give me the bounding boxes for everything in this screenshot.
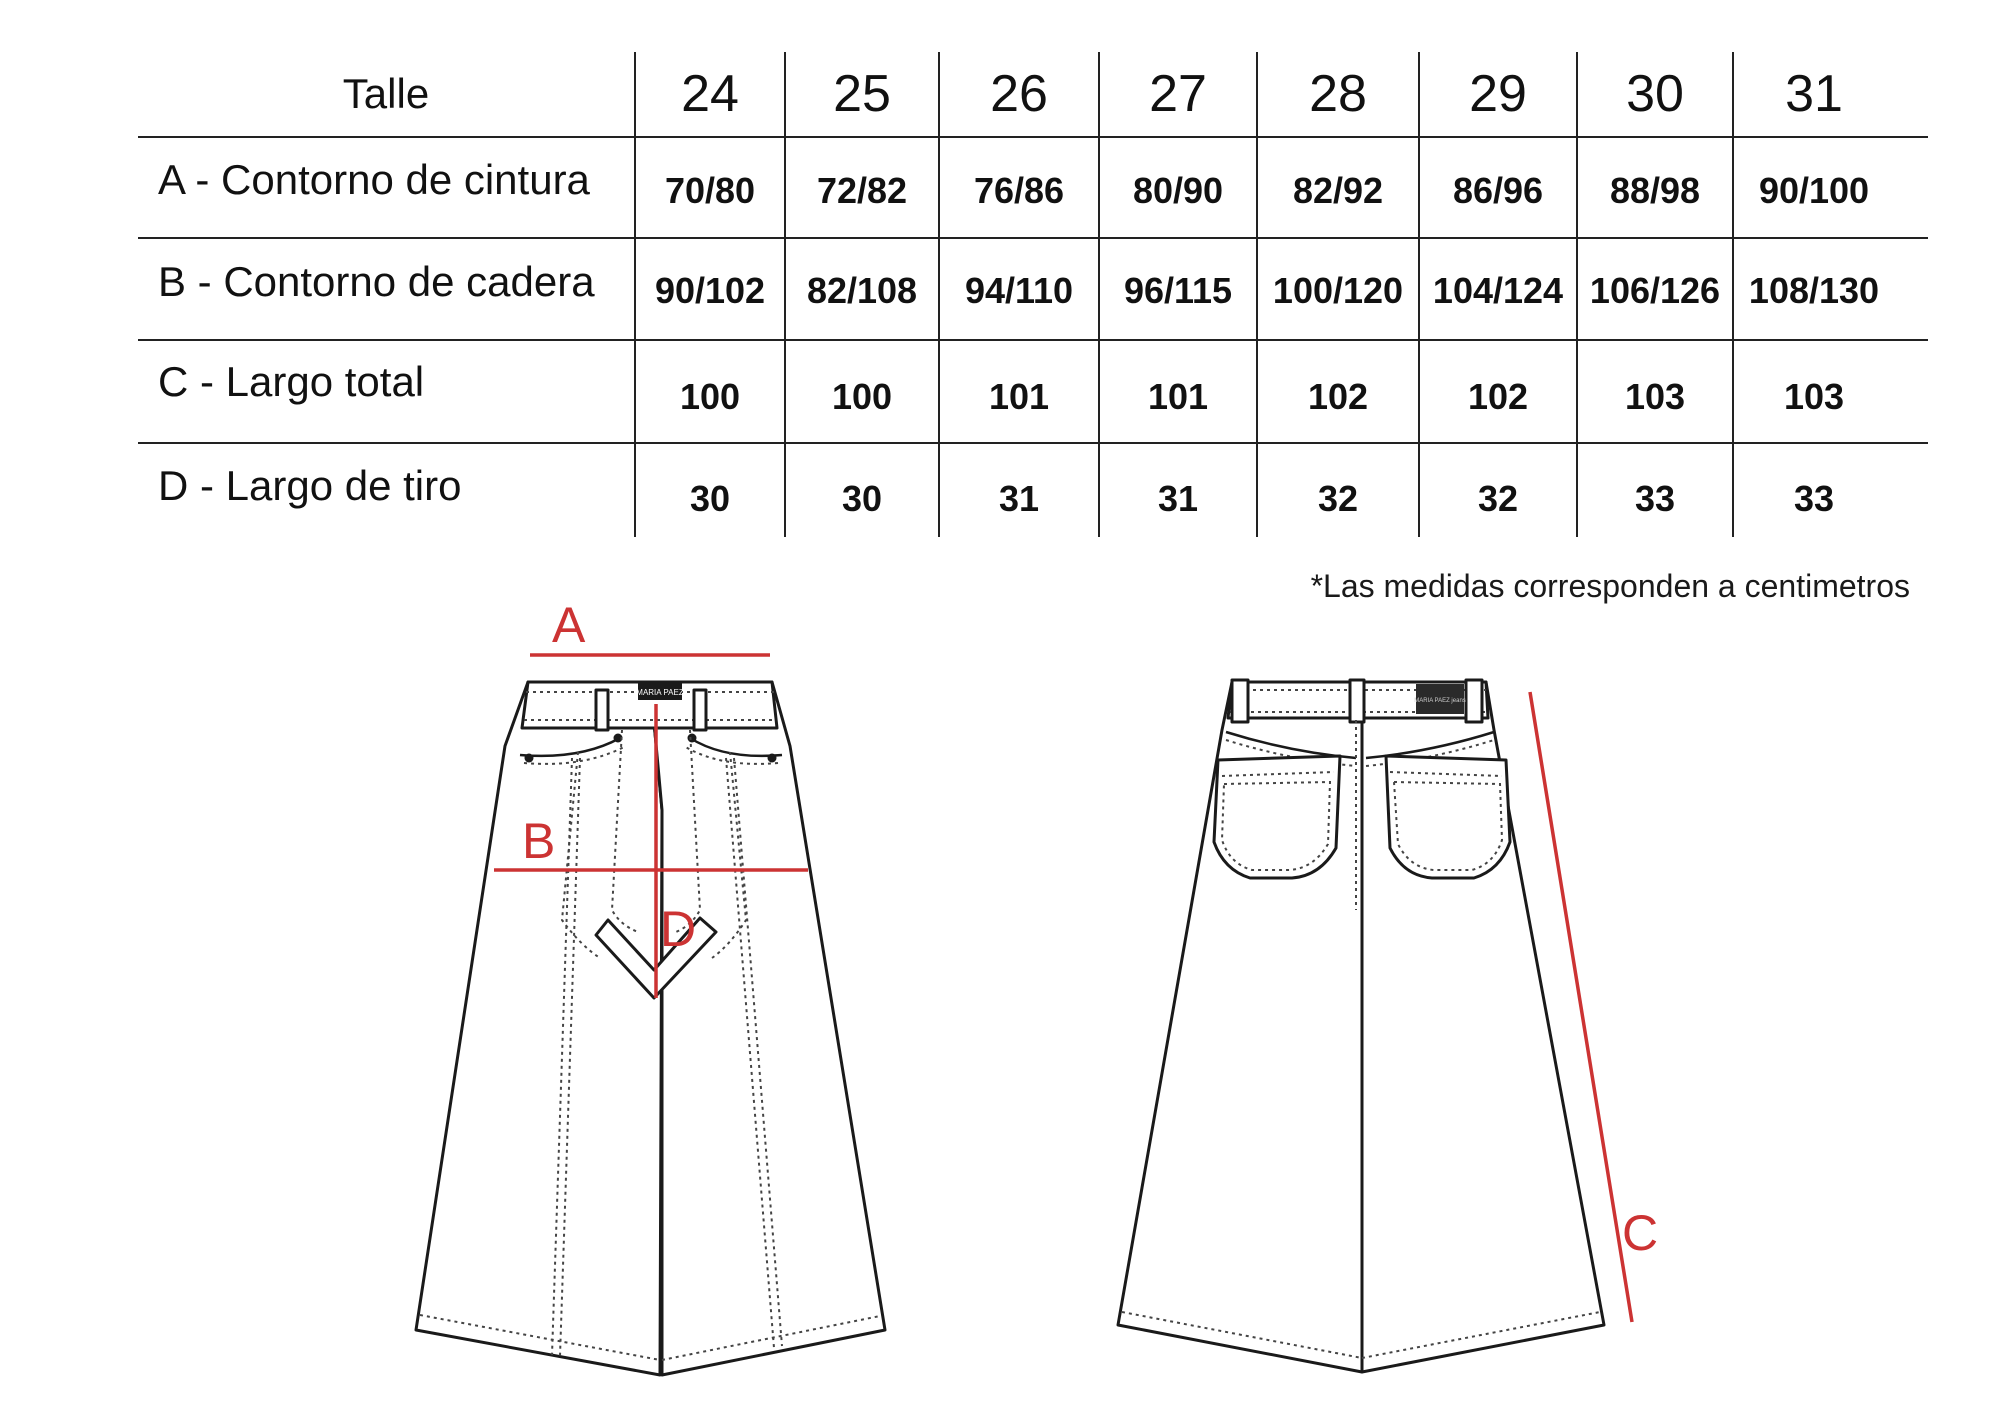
measure-label-c: C xyxy=(1622,1205,1659,1261)
table-cell: 80/90 xyxy=(1132,170,1224,211)
table-cell: 33 xyxy=(1793,478,1835,519)
table-cell: 100/120 xyxy=(1272,270,1404,311)
size-header: 30 xyxy=(1626,65,1684,123)
table-cell: 88/98 xyxy=(1609,170,1701,211)
table-cell: 101 xyxy=(1147,376,1209,417)
table-cell: 31 xyxy=(998,478,1040,519)
table-cell: 94/110 xyxy=(964,270,1074,311)
front-left-leg xyxy=(416,682,662,1375)
belt-loop xyxy=(1232,680,1248,722)
table-cell: 108/130 xyxy=(1748,270,1880,311)
back-view-drawing xyxy=(1118,680,1658,1372)
measure-label-b: B xyxy=(522,813,556,869)
table-cell: 90/100 xyxy=(1758,170,1870,211)
table-cell: 96/115 xyxy=(1123,270,1233,311)
measure-label-d: D xyxy=(660,901,697,957)
table-cell: 82/108 xyxy=(806,270,918,311)
rivet xyxy=(688,734,697,743)
table-cell: 33 xyxy=(1634,478,1676,519)
table-cell: 30 xyxy=(841,478,883,519)
size-header: 26 xyxy=(990,65,1048,123)
belt-loop xyxy=(1466,680,1482,722)
table-cell: 102 xyxy=(1467,376,1529,417)
row-label-rise: D - Largo de tiro xyxy=(158,462,462,509)
belt-loop xyxy=(694,690,706,730)
size-header: 31 xyxy=(1785,65,1843,123)
table-cell: 101 xyxy=(988,376,1050,417)
table-cell: 72/82 xyxy=(816,170,908,211)
row-label-length: C - Largo total xyxy=(158,358,425,405)
table-cell: 31 xyxy=(1157,478,1199,519)
size-header: 29 xyxy=(1469,65,1527,123)
table-cell: 82/92 xyxy=(1292,170,1384,211)
front-right-leg xyxy=(652,682,885,1375)
table-cell: 30 xyxy=(689,478,731,519)
rivet xyxy=(525,754,534,763)
table-rule xyxy=(138,442,1928,444)
row-label-hip: B - Contorno de cadera xyxy=(158,258,595,305)
measure-label-a: A xyxy=(552,597,586,653)
header-label: Talle xyxy=(342,70,430,117)
table-cell: 100 xyxy=(831,376,893,417)
table-cell: 32 xyxy=(1317,478,1359,519)
table-cell: 32 xyxy=(1477,478,1519,519)
front-brand-tag-text: MARIA PAEZ xyxy=(636,688,684,697)
table-cell: 104/124 xyxy=(1432,270,1564,311)
size-header: 27 xyxy=(1149,65,1207,123)
table-rule xyxy=(138,339,1928,341)
table-cell: 102 xyxy=(1307,376,1369,417)
size-header: 25 xyxy=(833,65,891,123)
rivet xyxy=(768,754,777,763)
size-table xyxy=(138,52,1928,540)
belt-loop xyxy=(1350,680,1364,722)
table-cell: 90/102 xyxy=(654,270,766,311)
table-cell: 70/80 xyxy=(664,170,756,211)
table-rule xyxy=(138,136,1928,138)
table-cell: 103 xyxy=(1624,376,1686,417)
garment-diagram xyxy=(0,580,2000,1414)
units-note: *Las medidas corresponden a centimetros xyxy=(1310,568,1910,604)
back-brand-patch-text: MARIA PAEZ jeans xyxy=(1414,698,1466,704)
table-rule xyxy=(138,237,1928,239)
front-view-drawing xyxy=(416,597,885,1375)
table-cell: 86/96 xyxy=(1452,170,1544,211)
size-header: 24 xyxy=(681,65,739,123)
table-cell: 103 xyxy=(1783,376,1845,417)
size-header: 28 xyxy=(1309,65,1367,123)
row-label-waist: A - Contorno de cintura xyxy=(158,156,590,203)
table-cell: 100 xyxy=(679,376,741,417)
table-cell: 76/86 xyxy=(973,170,1065,211)
belt-loop xyxy=(596,690,608,730)
table-cell: 106/126 xyxy=(1589,270,1721,311)
